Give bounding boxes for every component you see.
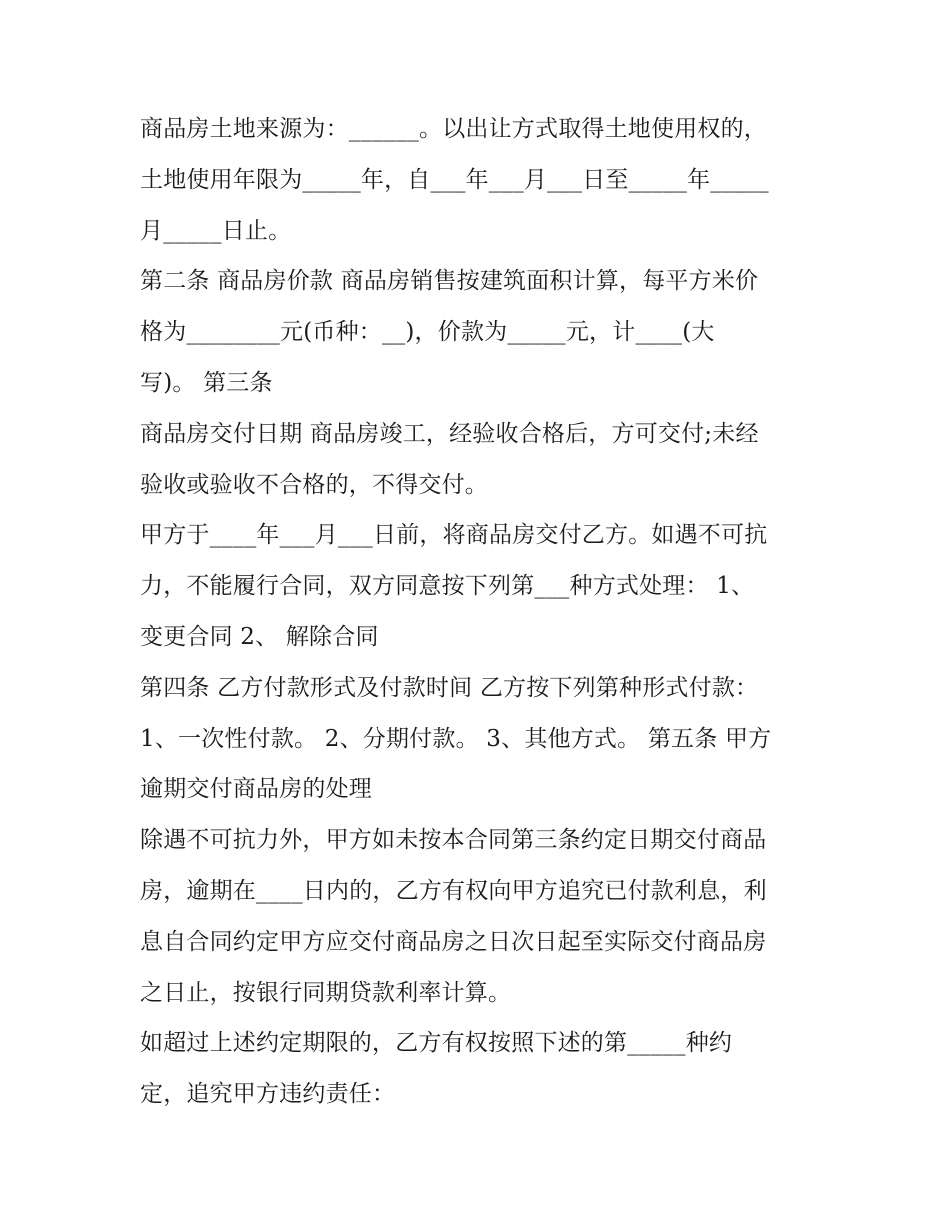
contract-text-body bbox=[140, 104, 820, 1120]
text-line: 变更合同 2、 解除合同 bbox=[140, 623, 379, 650]
text-line: 土地使用年限为_____年，自___年___月___日至_____年_____ bbox=[140, 166, 769, 193]
text-line: 月_____日止。 bbox=[140, 217, 292, 244]
text-line: 第二条 商品房价款 商品房销售按建筑面积计算，每平方米价 bbox=[140, 268, 759, 295]
text-line: 力，不能履行合同，双方同意按下列第___种方式处理： 1、 bbox=[140, 573, 755, 600]
text-line: 逾期交付商品房的处理 bbox=[140, 776, 372, 803]
text-line: 商品房交付日期 商品房竣工，经验收合格后，方可交付;未经 bbox=[140, 420, 759, 447]
text-line: 息自合同约定甲方应交付商品房之日次日起至实际交付商品房 bbox=[140, 928, 767, 955]
text-line: 之日止，按银行同期贷款利率计算。 bbox=[140, 979, 512, 1006]
text-line: 除遇不可抗力外，甲方如未按本合同第三条约定日期交付商品 bbox=[140, 827, 767, 854]
text-line: 写)。 第三条 bbox=[140, 369, 273, 396]
text-line: 商品房土地来源为：______。以出让方式取得土地使用权的， bbox=[140, 116, 767, 142]
text-line: 1、一次性付款。 2、分期付款。 3、其他方式。 第五条 甲方 bbox=[140, 725, 772, 752]
text-line: 第四条 乙方付款形式及付款时间 乙方按下列第种形式付款： bbox=[140, 674, 759, 701]
text-line: 格为________元(币种：__)，价款为_____元，计____(大 bbox=[140, 319, 715, 346]
text-line: 如超过上述约定期限的，乙方有权按照下述的第_____种约 bbox=[140, 1030, 733, 1057]
text-line: 甲方于____年___月___日前，将商品房交付乙方。如遇不可抗 bbox=[140, 522, 768, 549]
text-line: 定，追究甲方违约责任： bbox=[140, 1081, 396, 1108]
text-line: 验收或验收不合格的，不得交付。 bbox=[140, 471, 488, 498]
text-line: 房，逾期在____日内的，乙方有权向甲方追究已付款利息，利 bbox=[140, 877, 767, 904]
